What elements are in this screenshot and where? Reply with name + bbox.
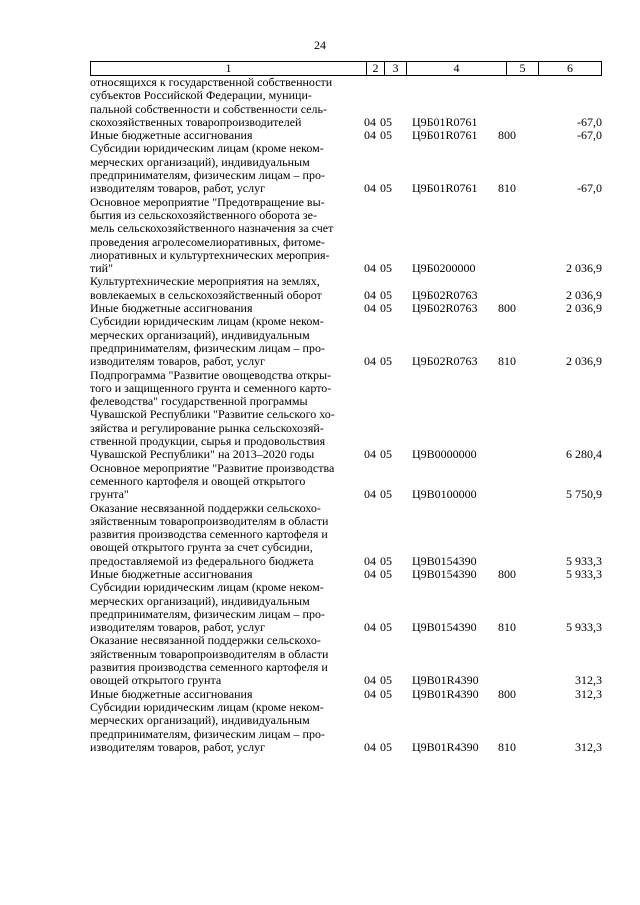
row-amount: 5 933,3 [566,553,602,568]
header-col-3: 3 [384,62,406,75]
page-number: 24 [314,38,326,52]
row-target-article: Ц9В01R4390 [412,739,479,754]
row-codes [360,621,602,634]
row-name-line: развития производства семенного картофеля и [90,527,328,542]
row-name-line: мерческих организаций), индивидуальным [90,713,310,728]
row-name-line: мель сельскохозяйственного назначения за счет [90,221,334,236]
row-expense-type: 800 [498,128,516,143]
row-name [90,502,360,568]
row-name-line: Субсидии юридическим лицам (кроме неком- [90,141,324,156]
row-section: 04 [364,447,376,462]
row-name-line: Субсидии юридическим лицам (кроме неком- [90,699,324,714]
row-name [90,701,360,754]
row-name-line: Оказание несвязанной поддержки сельскохо- [90,500,321,515]
row-name-line: Иные бюджетные ассигнования [90,128,253,143]
row-target-article: Ц9Б02R0763 [412,354,478,369]
row-subsection: 05 [380,114,392,129]
row-name-line: грунта" [90,487,129,502]
row-name [90,129,360,142]
row-name-line: предпринимателям, физическим лицам – про- [90,168,325,183]
table-body [90,76,602,754]
row-amount: 2 036,9 [566,261,602,276]
row-name-line: мерческих организаций), индивидуальным [90,154,310,169]
row-codes [360,355,602,368]
row-codes [360,129,602,142]
row-section: 04 [364,566,376,581]
row-name-line: проведения агролесомелиоративных, фитоме- [90,234,325,249]
row-name-line: Оказание несвязанной поддержки сельскохо- [90,633,321,648]
row-codes [360,289,602,302]
row-name [90,369,360,462]
row-subsection: 05 [380,553,392,568]
row-name-line: Субсидии юридическим лицам (кроме неком- [90,580,324,595]
row-name-line: зяйственным товаропроизводителям в области [90,646,329,661]
row-subsection: 05 [380,620,392,635]
header-col-2: 2 [366,62,384,75]
row-name [90,315,360,368]
row-name-line: овощей открытого грунта [90,673,222,688]
row-name-line: изводителям товаров, работ, услуг [90,620,266,635]
row-amount: 5 933,3 [566,566,602,581]
row-name [90,568,360,581]
row-name-line: развития производства семенного картофеля и [90,660,328,675]
row-name-line: вовлекаемых в сельскохозяйственный оборот [90,287,322,302]
table-row [90,462,602,502]
row-target-article: Ц9Б01R0761 [412,114,478,129]
row-name-line: Подпрограмма "Развитие овощеводства откры- [90,367,332,382]
header-col-1: 1 [225,61,232,75]
row-section: 04 [364,287,376,302]
row-name-line: Субсидии юридическим лицам (кроме неком- [90,314,324,329]
row-codes [360,488,602,501]
table-row [90,701,602,754]
row-name-line: овощей открытого грунта за счет субсидии, [90,540,313,555]
row-subsection: 05 [380,566,392,581]
row-name-line: мерческих организаций), индивидуальным [90,327,310,342]
row-section: 04 [364,487,376,502]
table-row [90,129,602,142]
table-row [90,315,602,368]
row-amount: 5 933,3 [566,620,602,635]
row-name-line: лиоративных и культуртехнических мероприя- [90,247,330,262]
header-col-5: 5 [506,62,538,75]
row-name-line: предпринимателям, физическим лицам – про- [90,726,325,741]
row-name-line: зяйства и регулирование рынка сельскохозяй- [90,420,324,435]
row-subsection: 05 [380,354,392,369]
table-row [90,581,602,634]
row-subsection: 05 [380,128,392,143]
row-name [90,581,360,634]
row-expense-type: 800 [498,301,516,316]
row-target-article: Ц9В01R4390 [412,673,479,688]
row-subsection: 05 [380,287,392,302]
row-name-line: предоставляемой из федерального бюджета [90,553,314,568]
row-amount: 2 036,9 [566,354,602,369]
row-target-article: Ц9Б02R0763 [412,301,478,316]
row-target-article: Ц9В0000000 [412,447,477,462]
row-name-line: скохозяйственных товаропроизводителей [90,114,302,129]
row-name-line: изводителям товаров, работ, услуг [90,181,266,196]
table-row [90,196,602,276]
row-expense-type: 810 [498,620,516,635]
row-name [90,302,360,315]
row-codes [360,448,602,461]
row-subsection: 05 [380,261,392,276]
row-amount: 312,3 [575,686,602,701]
row-expense-type: 800 [498,566,516,581]
row-subsection: 05 [380,181,392,196]
row-name-line: относящихся к государственной собственности [90,75,333,89]
row-section: 04 [364,114,376,129]
row-name-line: Иные бюджетные ассигнования [90,301,253,316]
row-section: 04 [364,553,376,568]
row-name-line: изводителям товаров, работ, услуг [90,739,266,754]
row-expense-type: 810 [498,181,516,196]
row-name-line: тий" [90,261,113,276]
row-name-line: Основное мероприятие "Развитие производства [90,460,335,475]
row-target-article: Ц9Б01R0761 [412,181,478,196]
row-name-line: мерческих организаций), индивидуальным [90,593,310,608]
row-subsection: 05 [380,686,392,701]
row-codes [360,674,602,687]
row-codes [360,302,602,315]
table-row [90,142,602,195]
row-target-article: Ц9В01R4390 [412,686,479,701]
row-name-line: предпринимателям, физическим лицам – про- [90,606,325,621]
row-amount: -67,0 [577,128,602,143]
row-name-line: бытия из сельскохозяйственного оборота зе- [90,207,317,222]
table-row [90,688,602,701]
row-codes [360,741,602,754]
row-amount: 312,3 [575,739,602,754]
table-row [90,369,602,462]
row-name-line: предпринимателям, физическим лицам – про- [90,340,325,355]
row-name [90,196,360,276]
table-header [90,61,602,76]
row-amount: -67,0 [577,181,602,196]
row-name-line: Иные бюджетные ассигнования [90,566,253,581]
row-target-article: Ц9В0154390 [412,620,477,635]
row-name-line: субъектов Российской Федерации, муници- [90,88,312,103]
row-target-article: Ц9Б0200000 [412,261,476,276]
row-section: 04 [364,301,376,316]
row-target-article: Ц9Б01R0761 [412,128,478,143]
row-codes [360,116,602,129]
row-expense-type: 800 [498,686,516,701]
row-amount: 2 036,9 [566,301,602,316]
header-col-4: 4 [406,62,506,75]
row-codes [360,182,602,195]
row-name-line: Чувашской Республики "Развитие сельского хо- [90,407,335,422]
table-row [90,568,602,581]
row-amount: 5 750,9 [566,487,602,502]
row-subsection: 05 [380,301,392,316]
row-name [90,76,360,129]
row-amount: 2 036,9 [566,287,602,302]
header-col-6: 6 [538,62,601,75]
row-name-line: зяйственным товаропроизводителям в области [90,513,329,528]
row-target-article: Ц9В0154390 [412,566,477,581]
row-name-line: Иные бюджетные ассигнования [90,686,253,701]
row-target-article: Ц9В0100000 [412,487,477,502]
table-row [90,634,602,687]
row-name-line: того и защищенного грунта и семенного карто- [90,380,332,395]
row-name-line: Чувашской Республики" на 2013–2020 годы [90,447,315,462]
row-name-line: семенного картофеля и овощей открытого [90,473,306,488]
row-section: 04 [364,673,376,688]
row-codes [360,688,602,701]
row-section: 04 [364,739,376,754]
row-codes [360,555,602,568]
row-target-article: Ц9Б02R0763 [412,287,478,302]
row-amount: 6 280,4 [566,447,602,462]
row-subsection: 05 [380,739,392,754]
row-amount: -67,0 [577,114,602,129]
row-name [90,275,360,302]
row-section: 04 [364,354,376,369]
row-section: 04 [364,686,376,701]
row-name-line: изводителям товаров, работ, услуг [90,354,266,369]
row-name-line: Основное мероприятие "Предотвращение вы- [90,194,325,209]
row-expense-type: 810 [498,354,516,369]
row-subsection: 05 [380,673,392,688]
row-codes [360,568,602,581]
row-section: 04 [364,261,376,276]
row-name-line: Культуртехнические мероприятия на землях, [90,274,320,289]
table-row [90,76,602,129]
row-expense-type: 810 [498,739,516,754]
row-section: 04 [364,128,376,143]
row-target-article: Ц9В0154390 [412,553,477,568]
row-name-line: пальной собственности и собственности сель- [90,101,327,116]
row-name [90,688,360,701]
row-name [90,462,360,502]
row-name-line: ственной продукции, сырья и продовольствия [90,434,326,449]
row-amount: 312,3 [575,673,602,688]
row-codes [360,262,602,275]
row-section: 04 [364,181,376,196]
row-subsection: 05 [380,487,392,502]
table-row [90,502,602,568]
row-name [90,634,360,687]
table-row [90,302,602,315]
row-name-line: фелеводства" государственной программы [90,394,308,409]
row-subsection: 05 [380,447,392,462]
row-name [90,142,360,195]
row-section: 04 [364,620,376,635]
table-row [90,275,602,302]
